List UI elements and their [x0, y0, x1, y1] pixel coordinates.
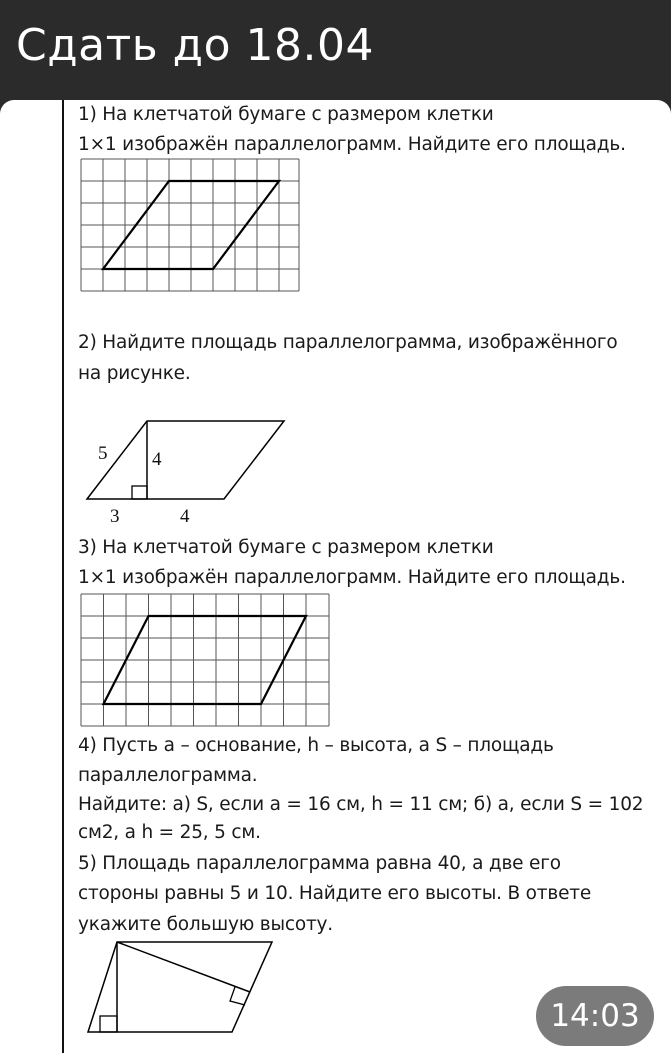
task4-line2: параллелограмма.: [78, 765, 258, 786]
task3-grid-figure: [81, 594, 331, 728]
task1-grid-figure: [81, 159, 301, 293]
task3-line2: 1×1 изображён параллелограмм. Найдите его площадь.: [78, 567, 626, 588]
task2-label-side: 5: [98, 443, 108, 464]
margin-line: [62, 100, 64, 1053]
task4-line4: см2, а h = 25, 5 см.: [78, 822, 261, 843]
assignment-image: [0, 100, 671, 1053]
task2-line2: на рисунке.: [78, 363, 191, 384]
task3-line1: 3) На клетчатой бумаге с размером клетки: [78, 537, 494, 558]
task2-label-height: 4: [152, 449, 162, 470]
task5-line3: укажите большую высоту.: [78, 914, 333, 935]
task2-parallelogram-figure: [84, 418, 304, 528]
task2-line1: 2) Найдите площадь параллелограмма, изображённого: [78, 332, 618, 353]
task2-label-base-right: 4: [180, 506, 190, 527]
task4-line3: Найдите: а) S, если a = 16 см, h = 11 см; б) a, если S = 102: [78, 794, 644, 815]
task5-parallelogram-figure: [82, 938, 282, 1038]
top-bar: [0, 0, 671, 102]
task4-line1: 4) Пусть a – основание, h – высота, а S – площадь: [78, 735, 554, 756]
time-badge: 14:03: [536, 986, 654, 1046]
task1-line1: 1) На клетчатой бумаге с размером клетки: [78, 104, 494, 125]
page-title: Сдать до 18.04: [16, 20, 374, 71]
task1-line2: 1×1 изображён параллелограмм. Найдите его площадь.: [78, 134, 626, 155]
task5-line1: 5) Площадь параллелограмма равна 40, а две его: [78, 853, 561, 874]
task2-label-base-left: 3: [110, 506, 120, 527]
task5-line2: стороны равны 5 и 10. Найдите его высоты. В ответе: [78, 883, 592, 904]
